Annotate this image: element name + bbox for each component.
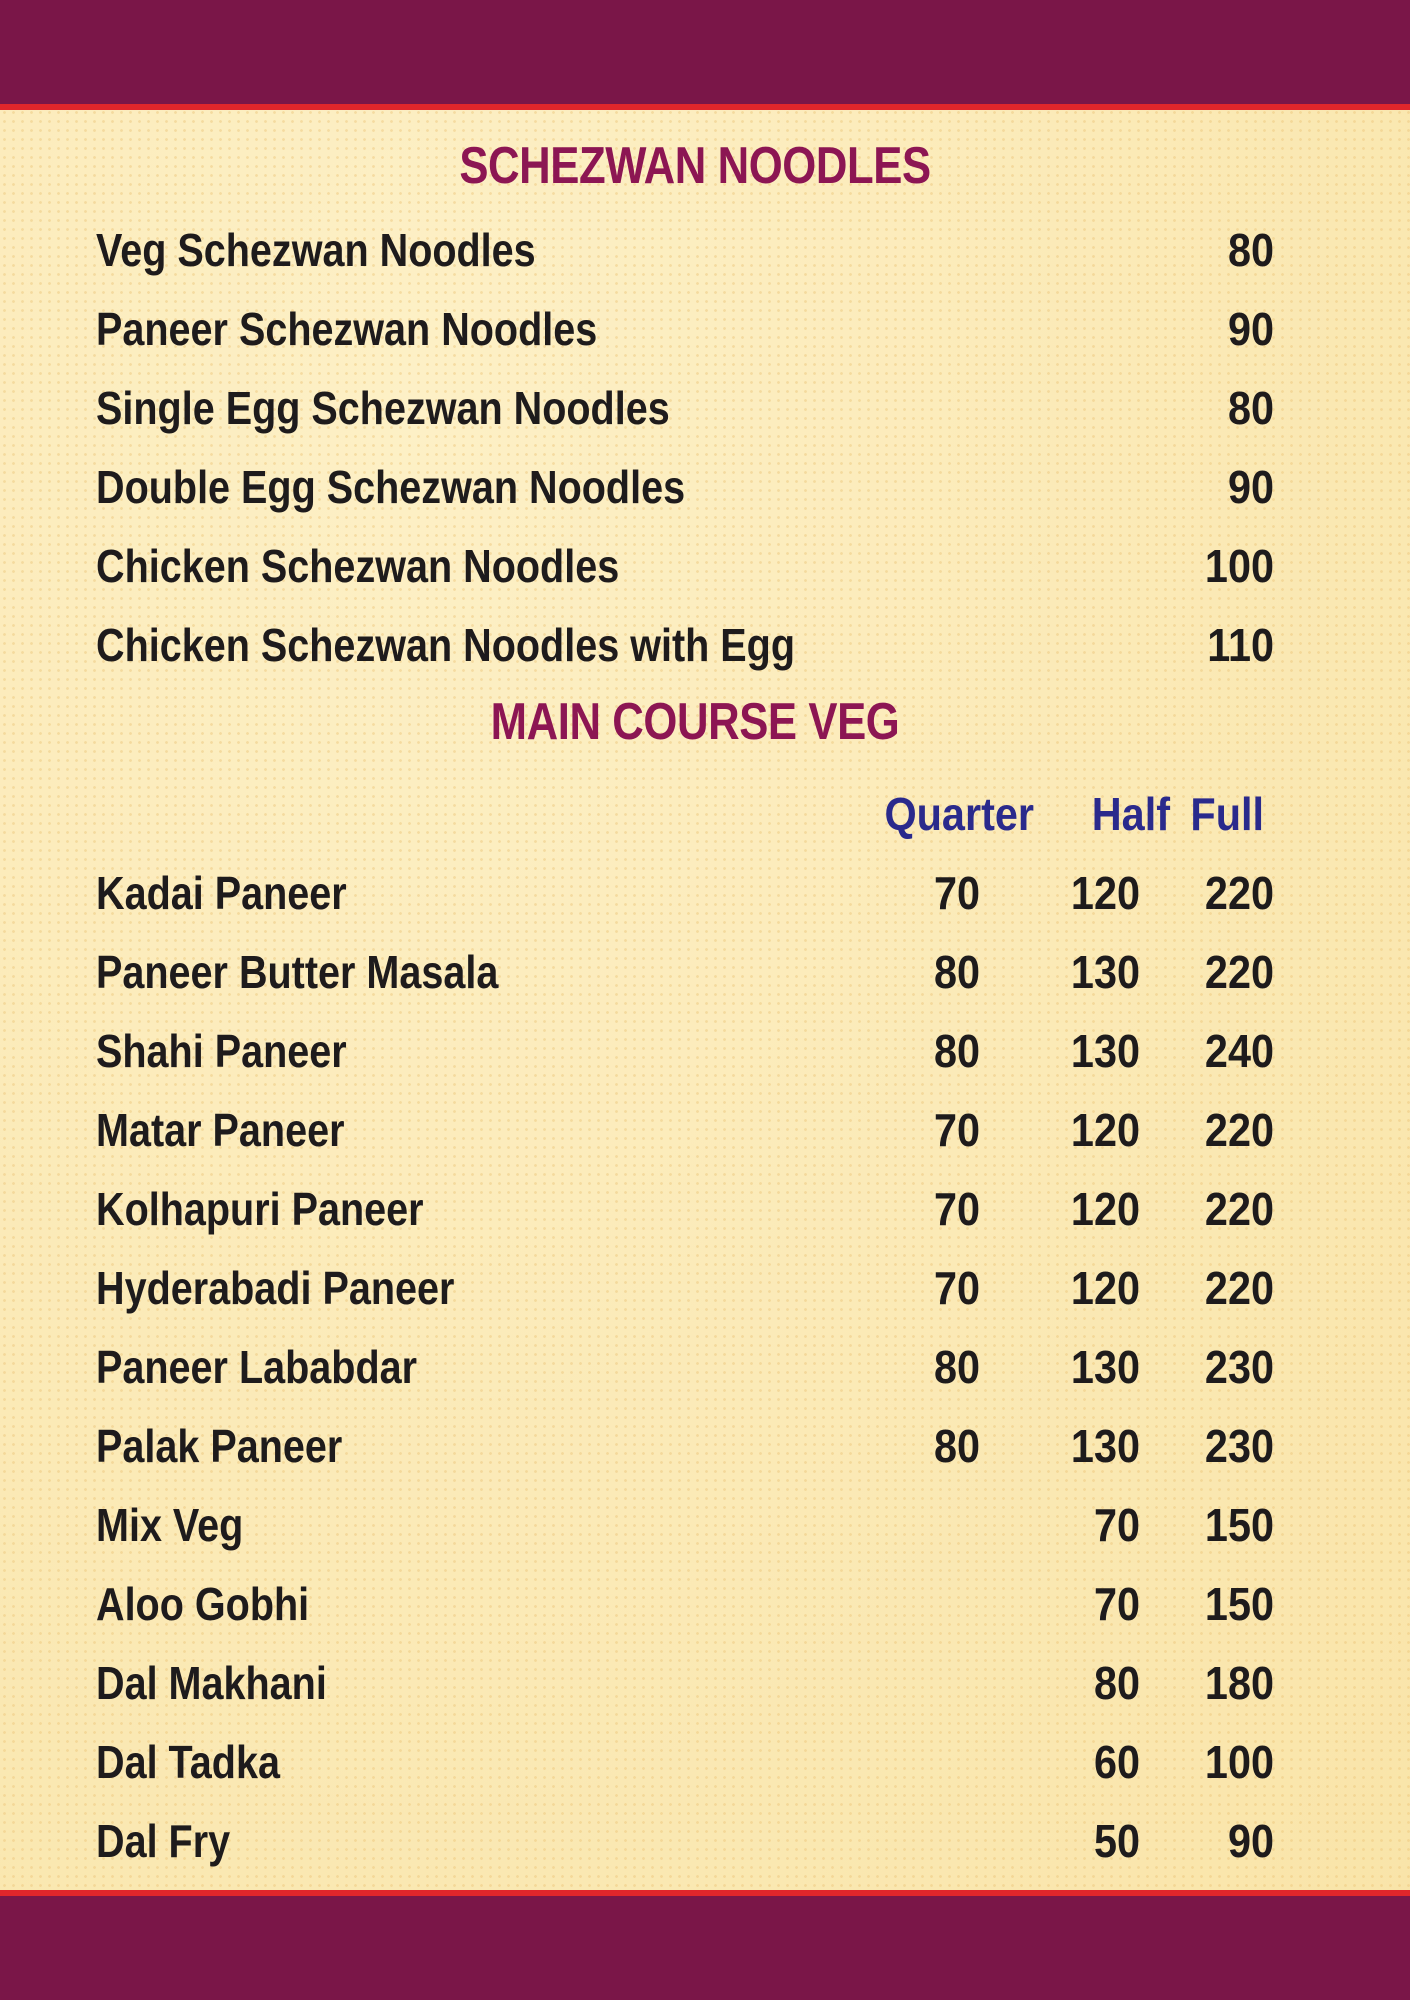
price-full: 90 bbox=[1227, 1815, 1274, 1867]
menu-item bbox=[96, 1653, 1274, 1713]
price-quarter: 70 bbox=[933, 1104, 980, 1156]
price-half: 130 bbox=[1070, 946, 1140, 998]
item-price: 80 bbox=[1227, 382, 1274, 434]
price-full: 230 bbox=[1204, 1420, 1274, 1472]
item-price: 110 bbox=[1207, 619, 1274, 671]
column-header-half: Half bbox=[1091, 788, 1170, 840]
item-name: Kolhapuri Paneer bbox=[96, 1183, 424, 1235]
item-name: Veg Schezwan Noodles bbox=[96, 224, 536, 276]
item-name: Dal Tadka bbox=[96, 1736, 280, 1788]
item-name: Double Egg Schezwan Noodles bbox=[96, 461, 686, 513]
price-full: 220 bbox=[1204, 1104, 1274, 1156]
item-name: Hyderabadi Paneer bbox=[96, 1262, 455, 1314]
item-price: 80 bbox=[1227, 224, 1274, 276]
item-price: 90 bbox=[1227, 461, 1274, 513]
item-name: Kadai Paneer bbox=[96, 867, 347, 919]
price-half: 70 bbox=[1093, 1578, 1140, 1630]
top-banner bbox=[0, 0, 1410, 110]
price-full: 220 bbox=[1204, 867, 1274, 919]
price-full: 150 bbox=[1204, 1499, 1274, 1551]
price-half: 130 bbox=[1070, 1341, 1140, 1393]
price-half: 70 bbox=[1093, 1499, 1140, 1551]
menu-item bbox=[96, 942, 1274, 1002]
menu-item bbox=[96, 863, 1274, 923]
item-name: Paneer Lababdar bbox=[96, 1341, 418, 1393]
menu-item bbox=[96, 1811, 1274, 1871]
item-name: Mix Veg bbox=[96, 1499, 244, 1551]
item-name: Chicken Schezwan Noodles bbox=[96, 540, 620, 592]
menu-item bbox=[96, 1100, 1274, 1160]
menu-item bbox=[96, 1732, 1274, 1792]
item-name: Paneer Schezwan Noodles bbox=[96, 303, 598, 355]
price-half: 120 bbox=[1070, 1104, 1140, 1156]
menu-item bbox=[96, 1416, 1274, 1476]
price-half: 120 bbox=[1070, 867, 1140, 919]
price-quarter: 80 bbox=[933, 1025, 980, 1077]
price-full: 220 bbox=[1204, 1262, 1274, 1314]
price-full: 100 bbox=[1204, 1736, 1274, 1788]
item-name: Dal Fry bbox=[96, 1815, 231, 1867]
price-half: 130 bbox=[1070, 1025, 1140, 1077]
item-name: Paneer Butter Masala bbox=[96, 946, 499, 998]
menu-item bbox=[96, 220, 1274, 280]
item-name: Dal Makhani bbox=[96, 1657, 327, 1709]
menu-item bbox=[96, 1258, 1274, 1318]
price-half: 120 bbox=[1070, 1262, 1140, 1314]
price-quarter: 70 bbox=[933, 867, 980, 919]
item-name: Shahi Paneer bbox=[96, 1025, 347, 1077]
item-name: Single Egg Schezwan Noodles bbox=[96, 382, 670, 434]
price-full: 230 bbox=[1204, 1341, 1274, 1393]
menu-item bbox=[96, 1574, 1274, 1634]
price-full: 240 bbox=[1204, 1025, 1274, 1077]
item-name: Aloo Gobhi bbox=[96, 1578, 310, 1630]
price-full: 220 bbox=[1204, 946, 1274, 998]
section-title-schezwan-noodles: SCHEZWAN NOODLES bbox=[459, 137, 931, 195]
price-quarter: 70 bbox=[933, 1183, 980, 1235]
price-quarter: 80 bbox=[933, 1420, 980, 1472]
menu-item bbox=[96, 1179, 1274, 1239]
item-name: Palak Paneer bbox=[96, 1420, 343, 1472]
menu-item bbox=[96, 536, 1274, 596]
column-header-quarter: Quarter bbox=[884, 788, 1034, 840]
price-full: 220 bbox=[1204, 1183, 1274, 1235]
menu-item bbox=[96, 1021, 1274, 1081]
menu-item bbox=[96, 378, 1274, 438]
price-full: 180 bbox=[1204, 1657, 1274, 1709]
section-title-main-course-veg: MAIN COURSE VEG bbox=[490, 693, 900, 751]
menu-item bbox=[96, 1337, 1274, 1397]
item-name: Matar Paneer bbox=[96, 1104, 345, 1156]
menu-item bbox=[96, 1495, 1274, 1555]
price-quarter: 80 bbox=[933, 1341, 980, 1393]
price-quarter: 70 bbox=[933, 1262, 980, 1314]
item-name: Chicken Schezwan Noodles with Egg bbox=[96, 619, 796, 671]
bottom-banner bbox=[0, 1890, 1410, 2000]
menu-item bbox=[96, 457, 1274, 517]
price-half: 130 bbox=[1070, 1420, 1140, 1472]
price-half: 120 bbox=[1070, 1183, 1140, 1235]
column-header-full: Full bbox=[1190, 788, 1264, 840]
price-half: 50 bbox=[1093, 1815, 1140, 1867]
price-half: 60 bbox=[1093, 1736, 1140, 1788]
price-half: 80 bbox=[1093, 1657, 1140, 1709]
item-price: 100 bbox=[1204, 540, 1274, 592]
menu-item bbox=[96, 299, 1274, 359]
price-full: 150 bbox=[1204, 1578, 1274, 1630]
price-quarter: 80 bbox=[933, 946, 980, 998]
column-headers bbox=[96, 784, 1274, 844]
menu-item bbox=[96, 615, 1274, 675]
item-price: 90 bbox=[1227, 303, 1274, 355]
